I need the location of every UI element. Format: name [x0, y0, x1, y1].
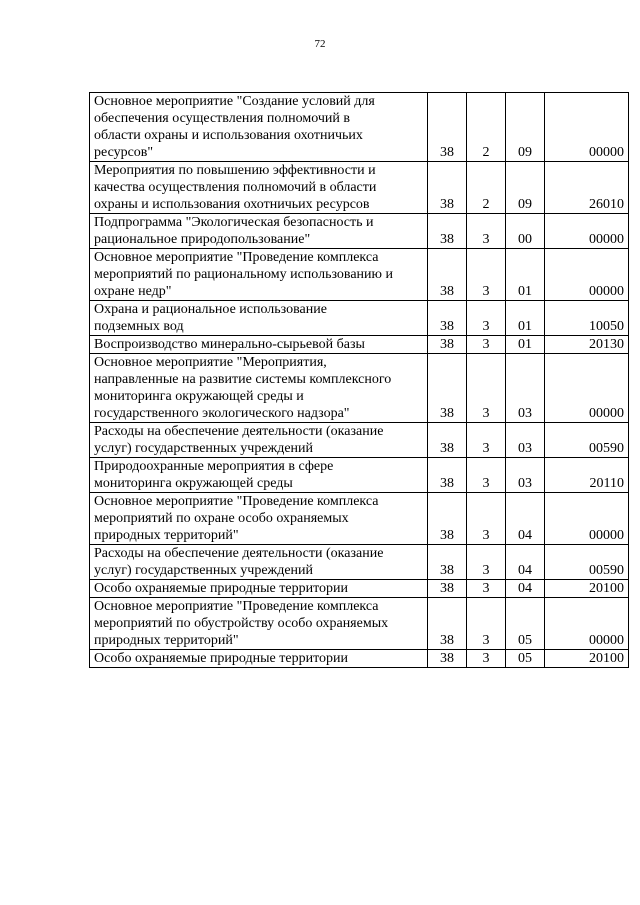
code-direction: 20100	[545, 580, 629, 598]
description-line: качества осуществления полномочий в области	[94, 180, 377, 195]
table-row	[90, 336, 629, 354]
code-subprogram: 3	[467, 214, 506, 249]
description-line: мероприятий по обустройству особо охраняемых	[94, 616, 389, 631]
description-line: мониторинга окружающей среды	[94, 476, 293, 491]
code-ministry: 38	[428, 336, 467, 354]
table-row	[90, 354, 629, 423]
description-line: рациональное природопользование"	[94, 232, 311, 247]
code-direction: 20110	[545, 458, 629, 493]
code-direction: 00000	[545, 93, 629, 162]
description-line: мониторинга окружающей среды и	[94, 389, 304, 404]
code-activity: 03	[506, 458, 545, 493]
code-ministry: 38	[428, 301, 467, 336]
table-row	[90, 423, 629, 458]
code-subprogram: 3	[467, 336, 506, 354]
description-line: услуг) государственных учреждений	[94, 563, 314, 578]
code-direction: 00000	[545, 493, 629, 545]
row-description	[90, 214, 428, 249]
code-activity: 01	[506, 249, 545, 301]
code-ministry: 38	[428, 458, 467, 493]
code-direction: 00590	[545, 423, 629, 458]
table-row	[90, 580, 629, 598]
table-row	[90, 301, 629, 336]
row-description	[90, 162, 428, 214]
code-ministry: 38	[428, 93, 467, 162]
description-line: Подпрограмма "Экологическая безопасность и	[94, 215, 374, 230]
code-direction: 00000	[545, 354, 629, 423]
code-subprogram: 3	[467, 458, 506, 493]
row-description	[90, 650, 428, 668]
description-line: природных территорий"	[94, 528, 239, 543]
row-description	[90, 336, 428, 354]
description-line: Охрана и рациональное использование	[94, 302, 327, 317]
row-description	[90, 458, 428, 493]
code-subprogram: 3	[467, 354, 506, 423]
description-line: Основное мероприятие "Создание условий для	[94, 94, 375, 109]
row-description	[90, 93, 428, 162]
code-activity: 00	[506, 214, 545, 249]
code-activity: 01	[506, 301, 545, 336]
code-ministry: 38	[428, 162, 467, 214]
code-activity: 04	[506, 493, 545, 545]
code-ministry: 38	[428, 493, 467, 545]
description-line: ресурсов"	[94, 145, 154, 160]
description-line: направленные на развитие системы комплексного	[94, 372, 392, 387]
table-row	[90, 493, 629, 545]
code-ministry: 38	[428, 598, 467, 650]
code-subprogram: 3	[467, 545, 506, 580]
row-description	[90, 545, 428, 580]
code-ministry: 38	[428, 354, 467, 423]
description-line: Воспроизводство минерально-сырьевой базы	[94, 337, 365, 352]
code-direction: 00590	[545, 545, 629, 580]
code-activity: 09	[506, 93, 545, 162]
code-activity: 04	[506, 545, 545, 580]
table-row	[90, 458, 629, 493]
description-line: услуг) государственных учреждений	[94, 441, 314, 456]
description-line: природных территорий"	[94, 633, 239, 648]
description-line: Расходы на обеспечение деятельности (оказание	[94, 424, 384, 439]
description-line: области охраны и использования охотничьих	[94, 128, 363, 143]
description-line: мероприятий по охране особо охраняемых	[94, 511, 349, 526]
description-line: подземных вод	[94, 319, 184, 334]
description-line: обеспечения осуществления полномочий в	[94, 111, 351, 126]
table-row	[90, 214, 629, 249]
table-row	[90, 93, 629, 162]
description-line: мероприятий по рациональному использованию и	[94, 267, 393, 282]
code-activity: 04	[506, 580, 545, 598]
code-direction: 00000	[545, 249, 629, 301]
code-direction: 26010	[545, 162, 629, 214]
description-line: охране недр"	[94, 284, 172, 299]
row-description	[90, 249, 428, 301]
code-activity: 05	[506, 650, 545, 668]
code-direction: 20100	[545, 650, 629, 668]
code-subprogram: 3	[467, 493, 506, 545]
description-line: охраны и использования охотничьих ресурсов	[94, 197, 370, 212]
code-subprogram: 2	[467, 93, 506, 162]
code-ministry: 38	[428, 545, 467, 580]
row-description	[90, 423, 428, 458]
table-row	[90, 162, 629, 214]
code-activity: 03	[506, 354, 545, 423]
code-ministry: 38	[428, 249, 467, 301]
code-subprogram: 3	[467, 580, 506, 598]
description-line: Основное мероприятие "Проведение комплекса	[94, 494, 379, 509]
code-activity: 03	[506, 423, 545, 458]
row-description	[90, 354, 428, 423]
code-ministry: 38	[428, 580, 467, 598]
description-line: Особо охраняемые природные территории	[94, 581, 348, 596]
code-subprogram: 3	[467, 423, 506, 458]
code-subprogram: 3	[467, 301, 506, 336]
row-description	[90, 493, 428, 545]
code-activity: 01	[506, 336, 545, 354]
description-line: Расходы на обеспечение деятельности (оказание	[94, 546, 384, 561]
description-line: Особо охраняемые природные территории	[94, 651, 348, 666]
code-ministry: 38	[428, 423, 467, 458]
table-row	[90, 650, 629, 668]
code-direction: 00000	[545, 598, 629, 650]
code-subprogram: 3	[467, 650, 506, 668]
budget-table	[89, 92, 629, 668]
description-line: Основное мероприятие "Мероприятия,	[94, 355, 327, 370]
description-line: Основное мероприятие "Проведение комплекса	[94, 250, 379, 265]
code-direction: 10050	[545, 301, 629, 336]
code-ministry: 38	[428, 650, 467, 668]
row-description	[90, 301, 428, 336]
code-activity: 05	[506, 598, 545, 650]
page-number: 72	[314, 38, 326, 50]
code-ministry: 38	[428, 214, 467, 249]
budget-table-body	[90, 93, 629, 668]
table-row	[90, 545, 629, 580]
code-activity: 09	[506, 162, 545, 214]
code-subprogram: 3	[467, 249, 506, 301]
description-line: государственного экологического надзора"	[94, 406, 350, 421]
table-row	[90, 598, 629, 650]
description-line: Природоохранные мероприятия в сфере	[94, 459, 334, 474]
row-description	[90, 598, 428, 650]
code-direction: 00000	[545, 214, 629, 249]
row-description	[90, 580, 428, 598]
description-line: Основное мероприятие "Проведение комплекса	[94, 599, 379, 614]
code-subprogram: 2	[467, 162, 506, 214]
code-direction: 20130	[545, 336, 629, 354]
description-line: Мероприятия по повышению эффективности и	[94, 163, 376, 178]
code-subprogram: 3	[467, 598, 506, 650]
table-row	[90, 249, 629, 301]
